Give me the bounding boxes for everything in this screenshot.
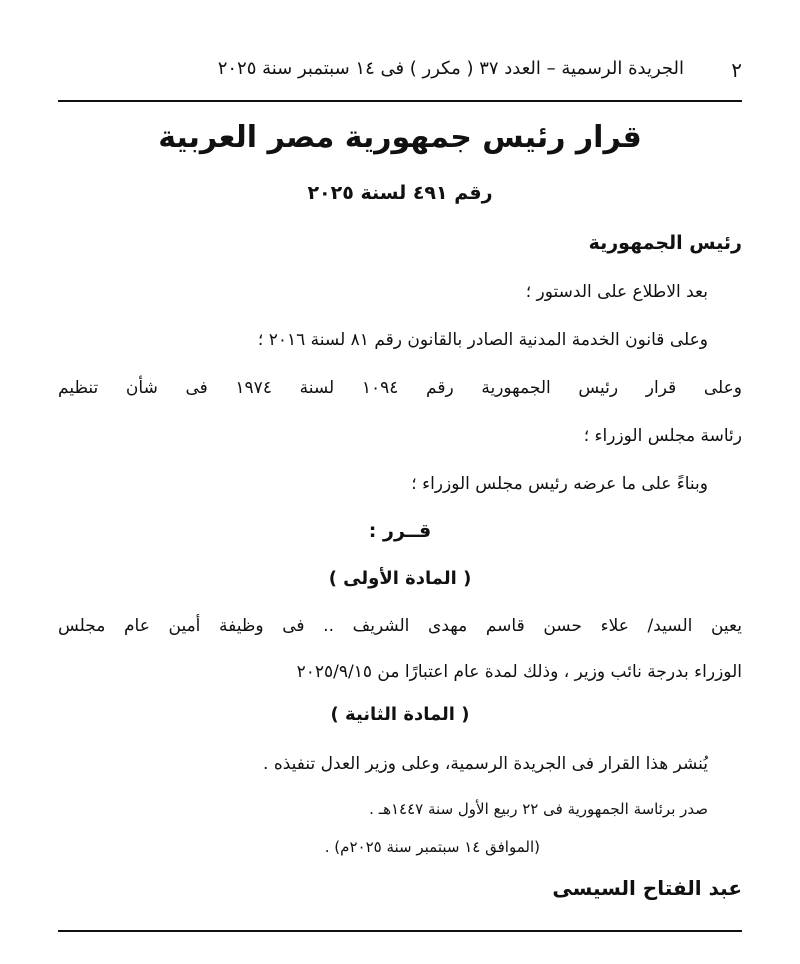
article-1-line: يعين السيد/ علاء حسن قاسم مهدى الشريف .. فى وظيفة أمين عام مجلس bbox=[58, 616, 742, 636]
decree-title: قرار رئيس جمهورية مصر العربية bbox=[158, 120, 642, 155]
preamble-line: وبناءً على ما عرضه رئيس مجلس الوزراء ؛ bbox=[411, 474, 708, 494]
header-page-number: ٢ bbox=[731, 58, 742, 82]
decree-number: رقم ٤٩١ لسنة ٢٠٢٥ bbox=[307, 182, 493, 204]
preamble-line: بعد الاطلاع على الدستور ؛ bbox=[525, 282, 708, 302]
preamble-line: وعلى قانون الخدمة المدنية الصادر بالقانون رقم ٨١ لسنة ٢٠١٦ ؛ bbox=[257, 330, 708, 350]
article-1-title: ( المادة الأولى ) bbox=[328, 568, 472, 589]
issuer-heading: رئيس الجمهورية bbox=[588, 232, 742, 254]
preamble-line: وعلى قرار رئيس الجمهورية رقم ١٠٩٤ لسنة ١٩٧٤ فى شأن تنظيم bbox=[58, 378, 743, 398]
article-2-title: ( المادة الثانية ) bbox=[330, 704, 470, 725]
header-text: الجريدة الرسمية – العدد ٣٧ ( مكرر ) فى ١٤ سبتمبر سنة ٢٠٢٥ bbox=[217, 58, 684, 79]
corresponding-date: (الموافق ١٤ سبتمبر سنة ٢٠٢٥م) . bbox=[324, 838, 540, 856]
issued-at: صدر برئاسة الجمهورية فى ٢٢ ربيع الأول سنة ١٤٤٧هـ . bbox=[369, 800, 708, 818]
footer-rule bbox=[58, 930, 742, 932]
decided-heading: قــرر : bbox=[368, 520, 432, 542]
signature: عبد الفتاح السيسى bbox=[552, 876, 742, 900]
preamble-line: رئاسة مجلس الوزراء ؛ bbox=[583, 426, 742, 446]
article-1-line: الوزراء بدرجة نائب وزير ، وذلك لمدة عام اعتبارًا من ٢٠٢٥/٩/١٥ bbox=[296, 662, 742, 682]
article-2-text: يُنشر هذا القرار فى الجريدة الرسمية، وعلى وزير العدل تنفيذه . bbox=[263, 754, 708, 774]
header-rule bbox=[58, 100, 742, 102]
